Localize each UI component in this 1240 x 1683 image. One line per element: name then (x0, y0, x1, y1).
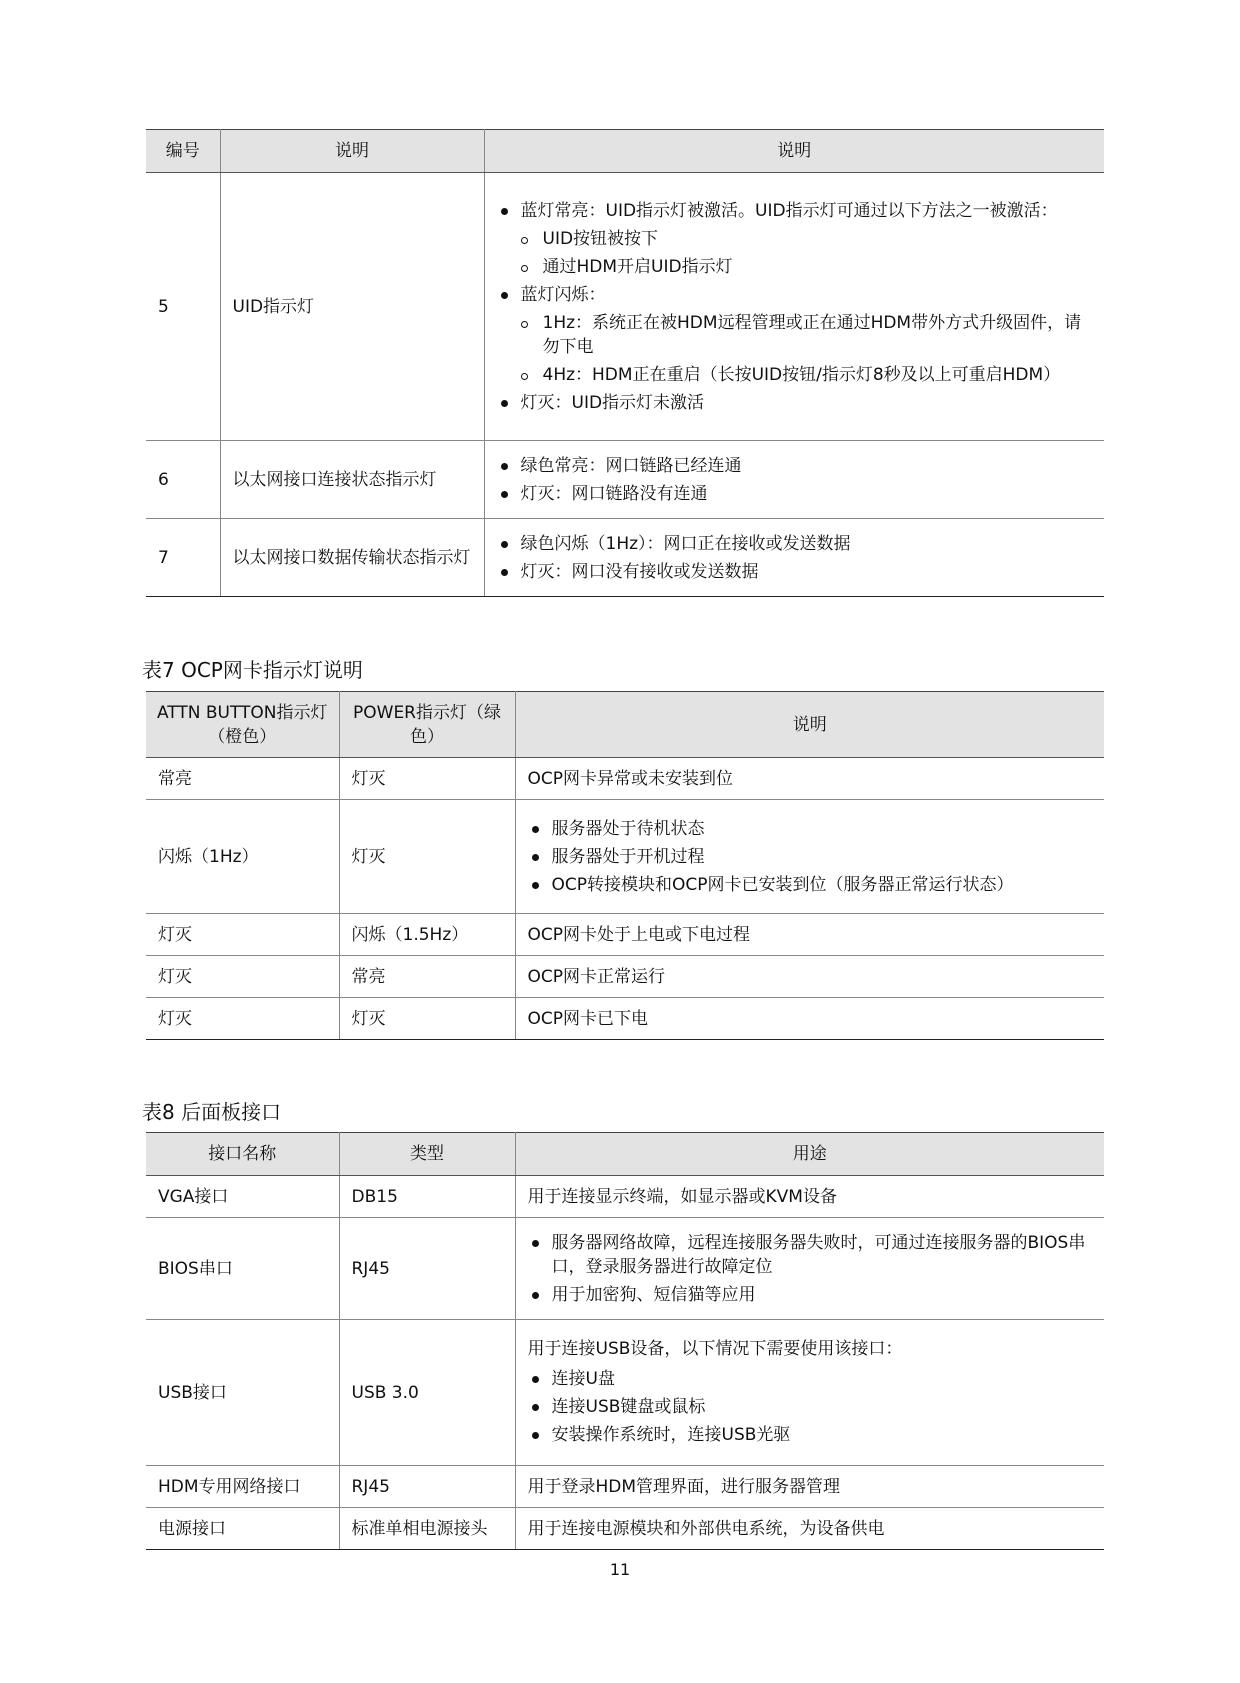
table-caption-rear-panel: 表8 后面板接口 (142, 1100, 282, 1124)
row-number: 6 (146, 441, 220, 519)
table-row (146, 998, 1104, 1040)
list-item: OCP转接模块和OCP网卡已安装到位（服务器正常运行状态） (528, 873, 1093, 897)
list-item: 灯灭：网口链路没有连通 (497, 482, 1093, 506)
rear-panel-interface-table (146, 1132, 1104, 1550)
usage-list (528, 1231, 1093, 1307)
table-header-row (146, 130, 1104, 173)
row-type: DB15 (339, 1176, 515, 1218)
table-row (146, 956, 1104, 998)
usage-intro: 用于连接USB设备，以下情况下需要使用该接口： (527, 1338, 903, 1359)
row-usage (515, 1320, 1104, 1466)
table-row (146, 914, 1104, 956)
row-attn: 灯灭 (146, 956, 339, 998)
header-description: 说明 (484, 130, 1104, 173)
row-type: RJ45 (339, 1466, 515, 1508)
table-row (146, 758, 1104, 800)
row-attn: 灯灭 (146, 914, 339, 956)
table-row (146, 800, 1104, 914)
description-list (528, 817, 1093, 897)
header-power: POWER指示灯（绿色） (339, 692, 515, 758)
row-description: OCP网卡正常运行 (515, 956, 1104, 998)
list-item: 用于加密狗、短信猫等应用 (528, 1283, 1093, 1307)
table-row (146, 1320, 1104, 1466)
row-name: UID指示灯 (220, 173, 484, 441)
row-name: 以太网接口连接状态指示灯 (220, 441, 484, 519)
row-attn: 闪烁（1Hz） (146, 800, 339, 914)
header-attn: ATTN BUTTON指示灯（橙色） (146, 692, 339, 758)
row-usage: 用于连接电源模块和外部供电系统，为设备供电 (515, 1508, 1104, 1550)
header-description: 说明 (515, 692, 1104, 758)
description-list (497, 532, 1093, 584)
list-item: 灯灭：网口没有接收或发送数据 (497, 560, 1093, 584)
header-type: 类型 (339, 1133, 515, 1176)
header-usage: 用途 (515, 1133, 1104, 1176)
row-name: 电源接口 (146, 1508, 339, 1550)
list-item: 蓝灯常亮：UID指示灯被激活。UID指示灯可通过以下方法之一被激活： (497, 199, 1093, 223)
row-attn: 常亮 (146, 758, 339, 800)
row-description: OCP网卡异常或未安装到位 (515, 758, 1104, 800)
row-description (484, 441, 1104, 519)
row-name: HDM专用网络接口 (146, 1466, 339, 1508)
row-type: 标准单相电源接头 (339, 1508, 515, 1550)
sub-list-item: UID按钮被按下 (497, 227, 1093, 251)
header-name: 说明 (220, 130, 484, 173)
table-row (146, 441, 1104, 519)
row-number: 7 (146, 519, 220, 597)
sub-list-item: 1Hz：系统正在被HDM远程管理或正在通过HDM带外方式升级固件，请勿下电 (497, 311, 1093, 359)
usage-list (528, 1367, 1093, 1447)
row-power: 灯灭 (339, 758, 515, 800)
header-number: 编号 (146, 130, 220, 173)
row-attn: 灯灭 (146, 998, 339, 1040)
row-description (515, 800, 1104, 914)
row-name: 以太网接口数据传输状态指示灯 (220, 519, 484, 597)
row-description: OCP网卡处于上电或下电过程 (515, 914, 1104, 956)
row-power: 常亮 (339, 956, 515, 998)
header-interface-name: 接口名称 (146, 1133, 339, 1176)
row-type: RJ45 (339, 1218, 515, 1320)
list-item: 服务器处于待机状态 (528, 817, 1093, 841)
row-usage: 用于连接显示终端，如显示器或KVM设备 (515, 1176, 1104, 1218)
table-row (146, 173, 1104, 441)
list-item: 灯灭：UID指示灯未激活 (497, 391, 1093, 415)
list-item: 绿色常亮：网口链路已经连通 (497, 454, 1093, 478)
row-power: 闪烁（1.5Hz） (339, 914, 515, 956)
row-description (484, 519, 1104, 597)
row-name: VGA接口 (146, 1176, 339, 1218)
page-number: 11 (609, 1560, 631, 1579)
table-row (146, 1218, 1104, 1320)
row-power: 灯灭 (339, 998, 515, 1040)
table-row (146, 1466, 1104, 1508)
list-item: 安装操作系统时，连接USB光驱 (528, 1423, 1093, 1447)
sub-list-item: 4Hz：HDM正在重启（长按UID按钮/指示灯8秒及以上可重启HDM） (497, 363, 1093, 387)
description-list (497, 454, 1093, 506)
table-caption-ocp: 表7 OCP网卡指示灯说明 (142, 658, 363, 682)
list-item: 服务器网络故障，远程连接服务器失败时，可通过连接服务器的BIOS串口，登录服务器进行故障定位 (528, 1231, 1093, 1279)
list-item: 蓝灯闪烁： (497, 283, 1093, 307)
list-item: 绿色闪烁（1Hz）：网口正在接收或发送数据 (497, 532, 1093, 556)
list-item: 服务器处于开机过程 (528, 845, 1093, 869)
table-row (146, 1508, 1104, 1550)
row-power: 灯灭 (339, 800, 515, 914)
sub-list-item: 通过HDM开启UID指示灯 (497, 255, 1093, 279)
row-description (484, 173, 1104, 441)
row-usage: 用于登录HDM管理界面，进行服务器管理 (515, 1466, 1104, 1508)
table-header-row (146, 692, 1104, 758)
row-type: USB 3.0 (339, 1320, 515, 1466)
description-list (497, 199, 1093, 415)
row-name: USB接口 (146, 1320, 339, 1466)
list-item: 连接U盘 (528, 1367, 1093, 1391)
table-row (146, 519, 1104, 597)
indicator-table-continued (146, 129, 1104, 597)
ocp-indicator-table (146, 691, 1104, 1040)
list-item: 连接USB键盘或鼠标 (528, 1395, 1093, 1419)
table-header-row (146, 1133, 1104, 1176)
row-number: 5 (146, 173, 220, 441)
table-row (146, 1176, 1104, 1218)
row-description: OCP网卡已下电 (515, 998, 1104, 1040)
row-name: BIOS串口 (146, 1218, 339, 1320)
row-usage (515, 1218, 1104, 1320)
